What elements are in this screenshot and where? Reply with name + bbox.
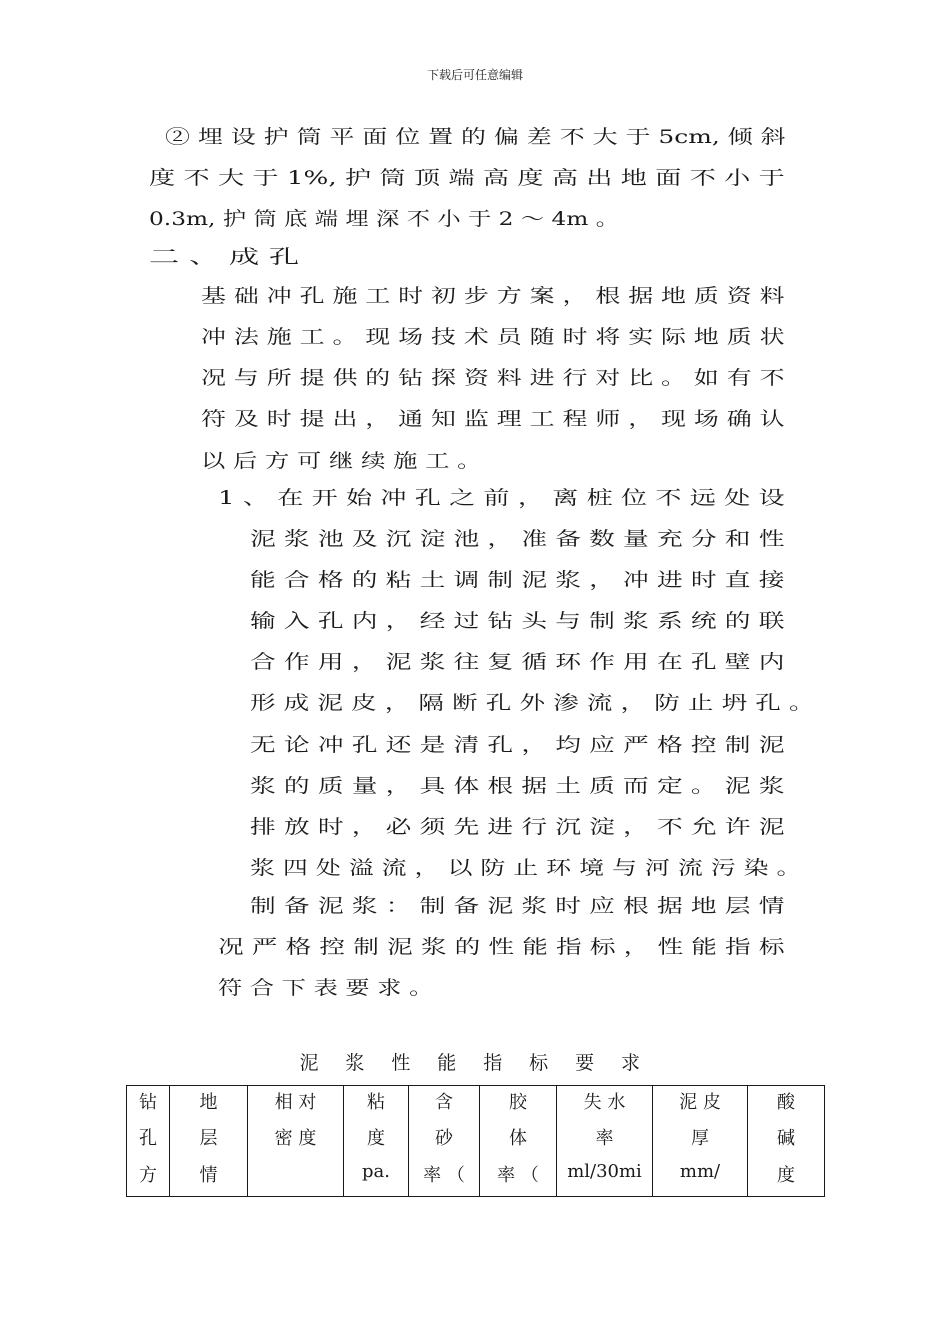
table-title: 泥 浆 性 能 指 标 要 求 — [299, 1052, 651, 1074]
table-cell-text: 度 — [777, 1165, 795, 1186]
text-line: 度 不 大 于 1%, 护 筒 顶 端 高 度 高 出 地 面 不 小 于 — [149, 167, 785, 189]
table-cell-text: 钻 — [139, 1092, 157, 1113]
table-column — [480, 1086, 557, 1196]
text-line: 浆 的 质 量 ， 具 体 根 据 土 质 而 定 。 泥 浆 — [250, 775, 785, 797]
table-cell-text: 砂 — [435, 1128, 453, 1149]
table-cell-text: 粘 — [367, 1092, 385, 1113]
table-cell-text: 率 （ — [497, 1165, 539, 1186]
table-cell-text: 孔 — [139, 1128, 157, 1149]
text-line: 无 论 冲 孔 还 是 清 孔 ， 均 应 严 格 控 制 泥 — [250, 734, 785, 756]
text-line: 输 入 孔 内 ， 经 过 钻 头 与 制 浆 系 统 的 联 — [250, 610, 785, 632]
table-cell-text: 体 — [509, 1128, 527, 1149]
table-cell-text: 密 度 — [274, 1128, 317, 1149]
table-cell-text: 层 — [199, 1128, 218, 1149]
table-cell-text: 酸 — [777, 1092, 795, 1113]
table-column — [409, 1086, 480, 1196]
table-column — [248, 1086, 344, 1196]
table-cell-text: 相 对 — [274, 1092, 317, 1113]
table-column — [127, 1086, 170, 1196]
text-line: 形 成 泥 皮 ， 隔 断 孔 外 渗 流 ， 防 止 坍 孔 。 — [250, 692, 815, 714]
table-cell-text: mm/ — [679, 1161, 721, 1182]
text-line: 1 、 在 开 始 冲 孔 之 前 ， 离 桩 位 不 远 处 设 — [218, 487, 785, 509]
text-line: 合 作 用 ， 泥 浆 往 复 循 环 作 用 在 孔 壁 内 — [250, 651, 785, 673]
table-cell-text: ml/30mi — [567, 1161, 642, 1182]
text-line: 排 放 时 ， 必 须 先 进 行 沉 淀 ， 不 允 许 泥 — [250, 816, 785, 838]
text-line: 0.3m, 护 筒 底 端 埋 深 不 小 于 2 ～ 4m 。 — [149, 208, 619, 230]
text-line: 况 严 格 控 制 泥 浆 的 性 能 指 标 ， 性 能 指 标 — [218, 936, 785, 958]
table-cell-text: 地 — [199, 1092, 218, 1113]
table-cell-text: 率 — [595, 1128, 614, 1149]
text-line: 浆 四 处 溢 流 ， 以 防 止 环 境 与 河 流 污 染 。 — [250, 857, 802, 879]
table-cell-text: 率 （ — [423, 1165, 465, 1186]
table-column — [653, 1086, 748, 1196]
table-cell-text: pa. — [362, 1161, 390, 1182]
mud-property-table — [126, 1085, 825, 1197]
table-cell-text: 失 水 — [583, 1092, 626, 1113]
table-cell-text: 方 — [139, 1165, 157, 1186]
table-cell-text: 泥 皮 — [679, 1092, 721, 1113]
text-line: 符 及 时 提 出 ， 通 知 监 理 工 程 师 ， 现 场 确 认 — [201, 408, 785, 430]
table-cell-text: 度 — [367, 1128, 385, 1149]
table-column — [557, 1086, 653, 1196]
table-column — [344, 1086, 409, 1196]
table-cell-text: 碱 — [777, 1128, 795, 1149]
text-line: ② 埋 设 护 筒 平 面 位 置 的 偏 差 不 大 于 5cm, 倾 斜 — [165, 126, 786, 148]
table-column — [170, 1086, 248, 1196]
text-line: 制 备 泥 浆 ： 制 备 泥 浆 时 应 根 据 地 层 情 — [250, 895, 785, 917]
text-line: 冲 法 施 工 。 现 场 技 术 员 随 时 将 实 际 地 质 状 — [201, 326, 785, 348]
text-line: 二 、 成 孔 — [149, 246, 300, 268]
table-cell-text: 胶 — [509, 1092, 527, 1113]
table-cell-text: 情 — [199, 1165, 218, 1186]
text-line: 符 合 下 表 要 求 。 — [218, 977, 434, 999]
text-line: 基 础 冲 孔 施 工 时 初 步 方 案 ， 根 据 地 质 资 料 — [201, 285, 785, 307]
text-line: 能 合 格 的 粘 土 调 制 泥 浆 ， 冲 进 时 直 接 — [250, 569, 785, 591]
table-cell-text: 厚 — [691, 1128, 709, 1149]
table-cell-text: 含 — [435, 1092, 453, 1113]
text-line: 况 与 所 提 供 的 钻 探 资 料 进 行 对 比 。 如 有 不 — [201, 367, 785, 389]
text-line: 以 后 方 可 继 续 施 工 。 — [201, 450, 482, 472]
table-column — [748, 1086, 824, 1196]
page-header-note: 下载后可任意编辑 — [426, 68, 523, 82]
text-line: 泥 浆 池 及 沉 淀 池 ， 准 备 数 量 充 分 和 性 — [250, 528, 785, 550]
